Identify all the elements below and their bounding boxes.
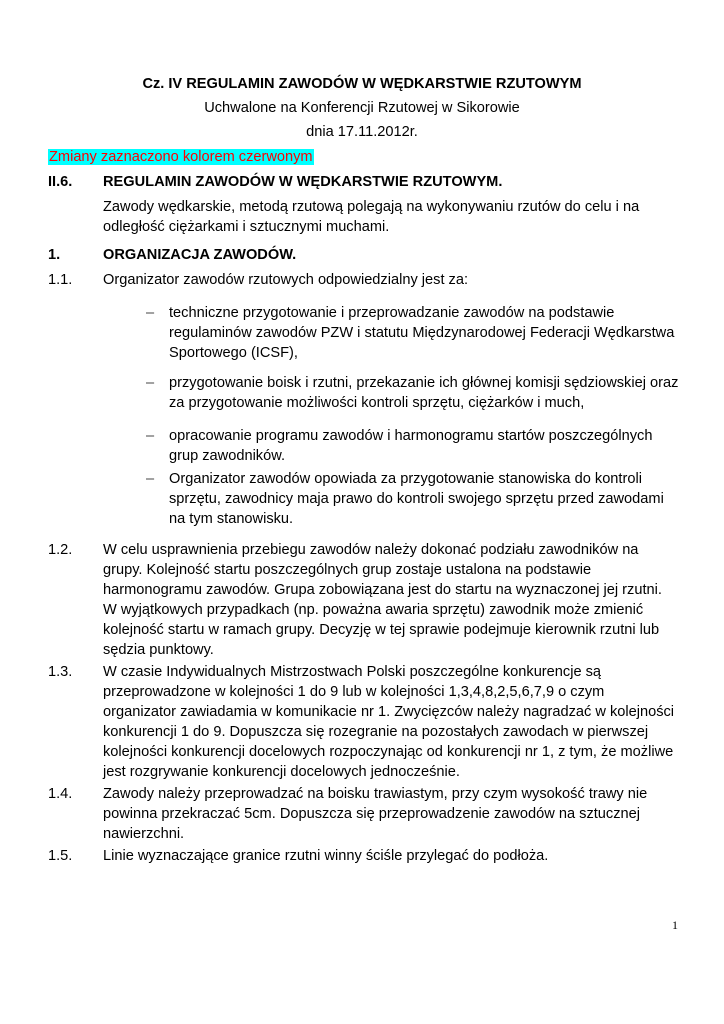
paragraph-text: Organizator zawodów rzutowych odpowiedzialny jest za: [103, 272, 469, 288]
paragraph-number: 1.5. [48, 848, 73, 864]
paragraph-line: grupy. Kolejność startu poszczególnych grup zostaje ustalona na podstawie [103, 562, 592, 578]
subsection-number: 1. [48, 247, 61, 263]
paragraph-line: W celu usprawnienia przebiegu zawodów należy dokonać podziału zawodników na [103, 542, 639, 558]
bullet-line: sprzętu, zawodnicy maja prawo do kontroli swojego sprzętu przed zawodami [169, 491, 664, 507]
paragraph-line: przeprowadzone w kolejności 1 do 9 lub w kolejności 1,3,4,8,2,5,6,7,9 o czym [103, 684, 605, 700]
section-number: II.6. [48, 174, 73, 190]
bullet-line: Sportowego (ICSF), [169, 345, 298, 361]
paragraph-line: konkurencji 1 do 9. Dopuszcza się rozegranie na pozostałych zawodach w pierwszej [103, 724, 649, 740]
bullet-line: na tym stanowisku. [169, 511, 294, 527]
paragraph-line: kolejność startu w ramach grupy. Decyzję w tej sprawie podejmuje kierownik rzutni lub [103, 622, 660, 638]
bullet-line: regulaminów zawodów PZW i statutu Międzynarodowej Federacji Wędkarstwa [169, 325, 675, 341]
paragraph-line: W czasie Indywidualnych Mistrzostwach Polski poszczególne konkurencje są [103, 664, 602, 680]
bullet-line: Organizator zawodów opowiada za przygotowanie stanowiska do kontroli [169, 471, 642, 487]
paragraph-number: 1.2. [48, 542, 73, 558]
paragraph-number: 1.1. [48, 272, 73, 288]
paragraph-line: harmonogramu zawodów. Grupa zobowiązana jest do startu na wyznaczonej jej rzutni. [103, 582, 662, 598]
paragraph-line: jest rozgrywanie konkurencji docelowych jednocześnie. [103, 764, 460, 780]
section-intro-line: Zawody wędkarskie, metodą rzutową polegają na wykonywaniu rzutów do celu i na [103, 199, 640, 215]
paragraph-number: 1.4. [48, 786, 73, 802]
bullet-line: przygotowanie boisk i rzutni, przekazanie ich głównej komisji sędziowskiej oraz [169, 375, 679, 391]
subsection-title: ORGANIZACJA ZAWODÓW. [103, 247, 297, 263]
paragraph-line: W wyjątkowych przypadkach (np. poważna awaria sprzętu) zawodnik może zmienić [103, 602, 644, 618]
document-title: Cz. IV REGULAMIN ZAWODÓW W WĘDKARSTWIE RZUTOWYM [142, 76, 582, 92]
document-date: dnia 17.11.2012r. [306, 124, 418, 140]
paragraph-line: nawierzchni. [103, 826, 185, 842]
bullet-marker: – [146, 375, 155, 391]
document-subtitle: Uchwalone na Konferencji Rzutowej w Sikorowie [204, 100, 520, 116]
section-intro-line: odległość ciężarkami i sztucznymi muchami. [103, 219, 390, 235]
section-title: REGULAMIN ZAWODÓW W WĘDKARSTWIE RZUTOWYM. [103, 174, 503, 190]
bullet-marker: – [146, 471, 155, 487]
paragraph-text: Linie wyznaczające granice rzutni winny ściśle przylegać do podłoża. [103, 848, 549, 864]
paragraph-line: sędzia punktowy. [103, 642, 214, 658]
bullet-line: grup zawodników. [169, 448, 286, 464]
bullet-marker: – [146, 305, 155, 321]
page-number: 1 [672, 918, 678, 932]
bullet-line: za przygotowanie możliwości kontroli sprzętu, ciężarków i much, [169, 395, 585, 411]
paragraph-number: 1.3. [48, 664, 73, 680]
paragraph-line: kolejności konkurencji docelowych rozpoczynając od konkurencji nr 1, z tym, że możliwe [103, 744, 674, 760]
changes-note [48, 147, 314, 168]
paragraph-line: organizator zawiadamia w komunikacie nr 1. Zwycięzców należy nagradzać w kolejności [103, 704, 675, 720]
paragraph-line: Zawody należy przeprowadzać na boisku trawiastym, przy czym wysokość trawy nie [103, 786, 648, 802]
bullet-line: techniczne przygotowanie i przeprowadzanie zawodów na podstawie [169, 305, 615, 321]
bullet-line: opracowanie programu zawodów i harmonogramu startów poszczególnych [169, 428, 653, 444]
paragraph-line: powinna przekraczać 5cm. Dopuszcza się przeprowadzenie zawodów na sztucznej [103, 806, 640, 822]
bullet-marker: – [146, 428, 155, 444]
changes-note-text: Zmiany zaznaczono kolorem czerwonym [49, 149, 313, 165]
